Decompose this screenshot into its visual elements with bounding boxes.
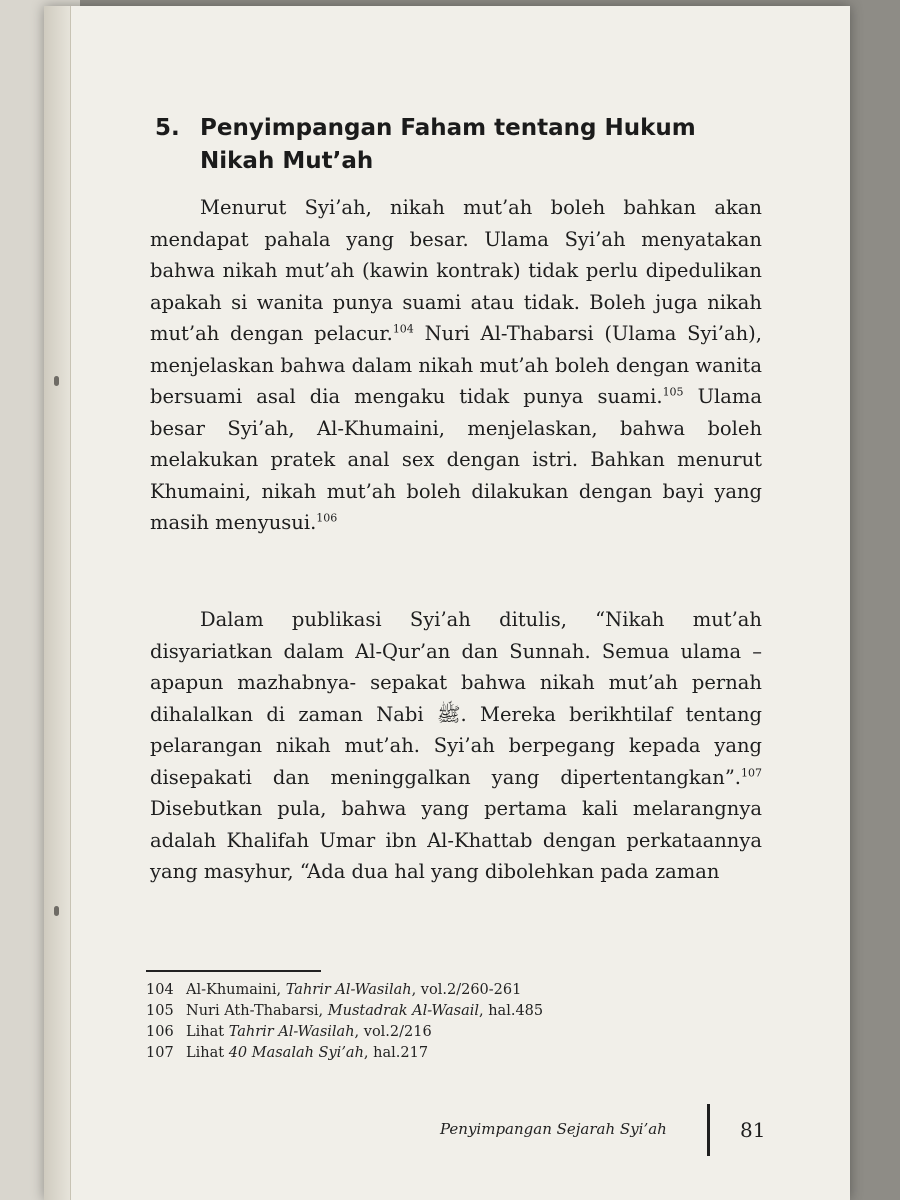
paragraph-text: Dalam publikasi Syi’ah ditulis, “Nikah mut’ah disyariatkan dalam Al-Qur’an dan Sunnah. Semua ulama –apapun mazhabnya- sepakat bahwa nikah mut’ah pernah dihalalkan di zaman Nabi ﷺ. Mereka berikhtilaf tentang pelarangan nikah mut’ah. Syi’ah berpegang kepada yang disepakati dan meninggalkan yang dipertentangkan”. xyxy=(150,608,763,789)
footnote-item xyxy=(146,980,746,1001)
body-paragraph-1 xyxy=(150,192,762,539)
footnote-text xyxy=(186,1043,428,1064)
footnote-ref[interactable]: 107 xyxy=(741,766,762,779)
paragraph-text: Menurut Syi’ah, nikah mut’ah boleh bahkan akan mendapat pahala yang besar. Ulama Syi’ah menyatakan bahwa nikah mut’ah (kawin kontrak) tidak perlu dipedulikan apakah si wanita punya suami atau tidak. Boleh juga nikah mut’ah dengan pelacur. xyxy=(150,196,762,345)
footnote-source: Lihat xyxy=(186,1024,229,1040)
binding-hole xyxy=(54,906,59,916)
footer-divider xyxy=(707,1104,710,1156)
paragraph-text: Ulama besar Syi’ah, Al-Khumaini, menjelaskan, bahwa boleh melakukan pratek anal sex dengan istri. Bahkan menurut Khumaini, nikah mut’ah boleh dilakukan dengan bayi yang masih menyusui. xyxy=(150,385,762,534)
section-number: 5. xyxy=(155,115,180,141)
footnote-book-title: Mustadrak Al-Wasail xyxy=(327,1003,479,1019)
footnote-book-title: Tahrir Al-Wasilah xyxy=(228,1024,355,1040)
binding-hole xyxy=(54,376,59,386)
footnote-source: Nuri Ath-Thabarsi, xyxy=(186,1003,328,1019)
footnote-location: , hal.217 xyxy=(363,1045,429,1061)
footnote-location: , vol.2/216 xyxy=(354,1024,432,1040)
paragraph-text: Disebutkan pula, bahwa yang pertama kali melarangnya adalah Khalifah Umar ibn Al-Khattab dengan perkataannya yang masyhur, “Ada dua hal yang dibolehkan pada zaman xyxy=(150,797,762,883)
body-paragraph-2 xyxy=(150,604,762,888)
footnote-item xyxy=(146,1043,746,1064)
footnote-divider xyxy=(146,970,321,972)
footnote-location: , hal.485 xyxy=(479,1003,544,1019)
footnote-text xyxy=(186,980,521,1001)
footnote-ref[interactable]: 106 xyxy=(316,511,338,525)
footnote-number: 106 xyxy=(146,1024,174,1040)
section-title: Penyimpangan Faham tentang Hukum Nikah Mut’ah xyxy=(200,115,696,174)
footnote-ref[interactable]: 104 xyxy=(392,322,414,336)
running-footer-title: Penyimpangan Sejarah Syi’ah xyxy=(440,1120,667,1138)
paragraph-text: Nuri Al-Thabarsi (Ulama Syi’ah), menjelaskan bahwa dalam nikah mut’ah boleh dengan wanita bersuami asal dia mengaku tidak punya suami. xyxy=(150,322,762,408)
footnote-book-title: Tahrir Al-Wasilah xyxy=(285,982,412,998)
footnote-item xyxy=(146,1022,746,1043)
footnote-number: 107 xyxy=(146,1045,174,1061)
footnote-item xyxy=(146,1001,746,1022)
footnote-number: 104 xyxy=(146,982,174,998)
footnote-text xyxy=(186,1022,432,1043)
footnote-number: 105 xyxy=(146,1003,174,1019)
footnote-text xyxy=(186,1001,543,1022)
page-binding-edge xyxy=(44,6,71,1200)
footnote-ref[interactable]: 105 xyxy=(662,385,684,399)
page-number: 81 xyxy=(740,1118,766,1142)
footnotes xyxy=(146,980,746,1064)
footnote-source: Lihat xyxy=(186,1045,229,1061)
footnote-book-title: 40 Masalah Syi’ah xyxy=(228,1045,364,1061)
footnote-location: , vol.2/260-261 xyxy=(411,982,522,998)
footnote-source: Al-Khumaini, xyxy=(186,982,286,998)
section-heading xyxy=(155,112,775,178)
